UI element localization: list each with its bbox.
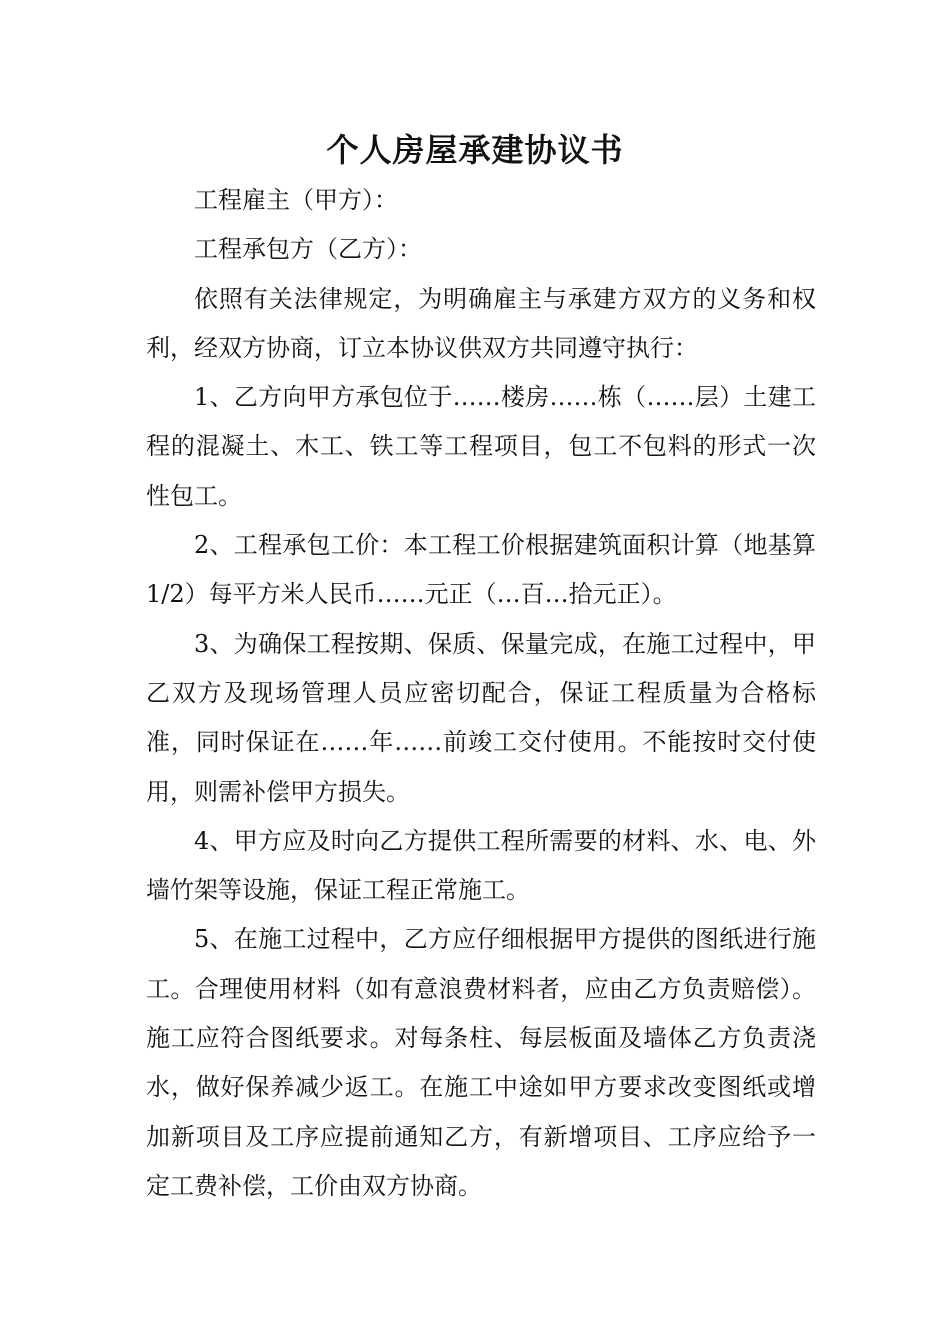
clause-3: 3、为确保工程按期、保质、保量完成，在施工过程中，甲乙双方及现场管理人员应密切配合，保证工程质量为合格标准，同时保证在……年……前竣工交付使用。不能按时交付使用，则需补偿甲方损失。 [146,629,816,806]
employer-line: 工程雇主（甲方）： [194,186,398,214]
preamble-paragraph: 依照有关法律规定，为明确雇主与承建方双方的义务和权利，经双方协商，订立本协议供双方共同遵守执行： [146,284,816,362]
clause-1: 1、乙方向甲方承包位于……楼房……栋（……层）土建工程的混凝土、木工、铁工等工程项目，包工不包料的形式一次性包工。 [146,383,816,510]
contractor-line: 工程承包方（乙方）： [194,235,422,264]
document-title: 个人房屋承建协议书 [326,131,624,169]
clause-5: 5、在施工过程中，乙方应仔细根据甲方提供的图纸进行施工。合理使用材料（如有意浪费材料者，应由乙方负责赔偿）。施工应符合图纸要求。对每条柱、每层板面及墙体乙方负责浇水，做好保养减少返工。在施工中途如甲方要求改变图纸或增加新项目及工序应提前通知乙方，有新增项目、工序应给予一定工费补偿，工价由双方协商。 [146,925,816,1200]
clause-4: 4、甲方应及时向乙方提供工程所需要的材料、水、电、外墙竹架等设施，保证工程正常施工。 [146,826,816,905]
clause-2: 2、工程承包工价：本工程工价根据建筑面积计算（地基算1/2）每平方米人民币……元正（…百…拾元正）。 [146,531,816,609]
document-body [146,176,816,1211]
